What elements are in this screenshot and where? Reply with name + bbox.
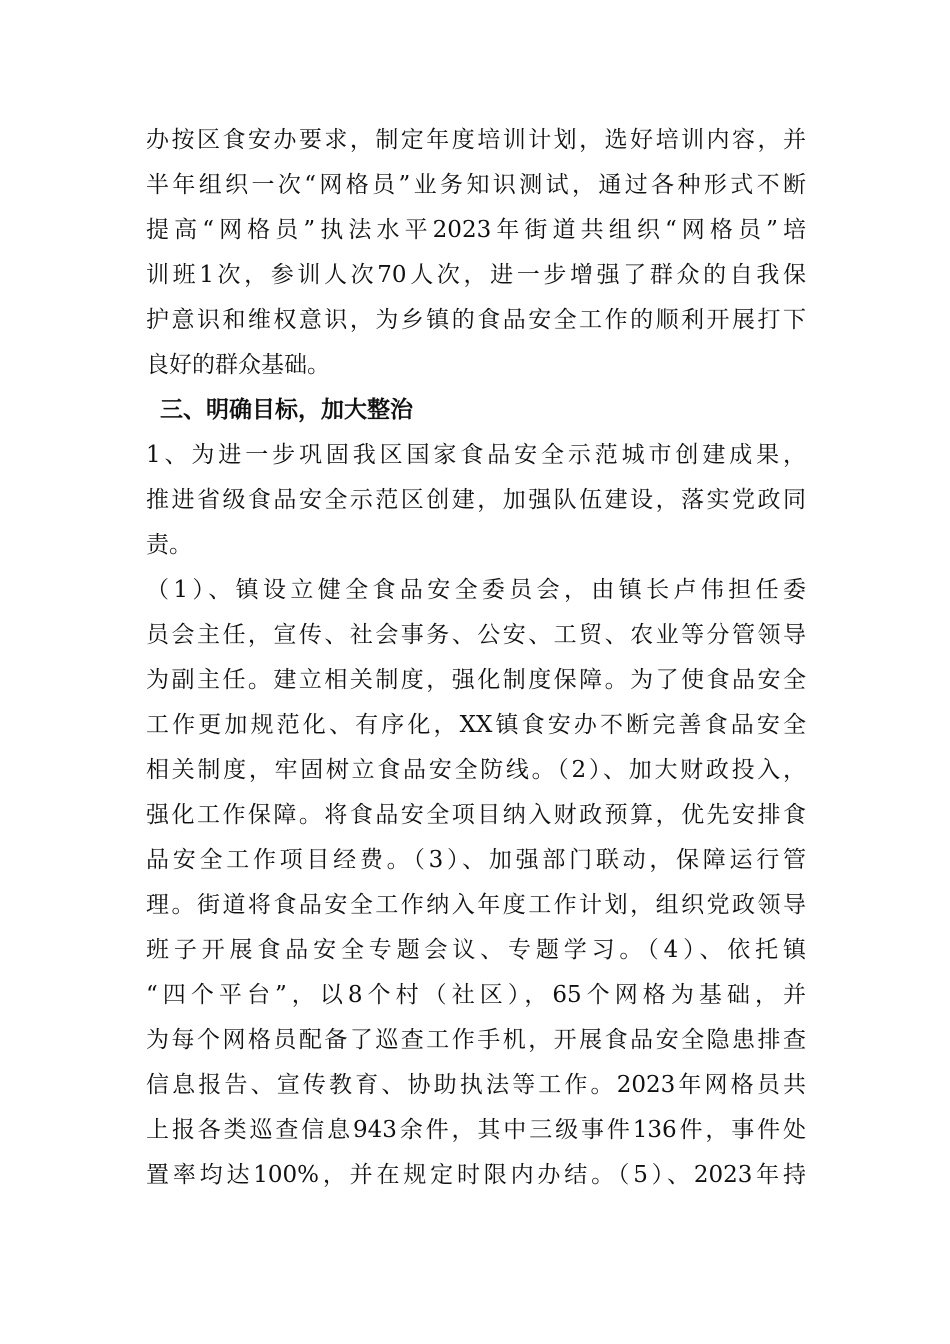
paragraph3-line: 班子开展食品安全专题会议、专题学习。（4）、依托镇: [146, 937, 806, 963]
paragraph3-line: 强化工作保障。将食品安全项目纳入财政预算，优先安排食: [146, 802, 806, 828]
section-heading: 三、明确目标，加大整治: [160, 397, 413, 423]
paragraph3-line: （1）、镇设立健全食品安全委员会，由镇长卢伟担任委: [146, 577, 806, 603]
paragraph3-line: 理。街道将食品安全工作纳入年度工作计划，组织党政领导: [146, 892, 806, 918]
paragraph3-line: 为每个网格员配备了巡查工作手机，开展食品安全隐患排查: [146, 1027, 806, 1053]
paragraph3-line: 相关制度，牢固树立食品安全防线。（2）、加大财政投入，: [146, 757, 806, 783]
paragraph2-line: 责。: [146, 532, 192, 558]
paragraph3-line: 置率均达100%，并在规定时限内办结。（5）、2023年持: [146, 1162, 806, 1188]
paragraph3-line: “四个平台”，以8个村（社区），65个网格为基础，并: [146, 982, 806, 1008]
paragraph1-line: 办按区食安办要求，制定年度培训计划，选好培训内容，并: [146, 127, 806, 153]
paragraph2-line: 推进省级食品安全示范区创建，加强队伍建设，落实党政同: [146, 487, 806, 513]
paragraph1-line: 半年组织一次“网格员”业务知识测试，通过各种形式不断: [146, 172, 806, 198]
paragraph3-line: 品安全工作项目经费。（3）、加强部门联动，保障运行管: [146, 847, 806, 873]
paragraph3-line: 信息报告、宣传教育、协助执法等工作。2023年网格员共: [146, 1072, 806, 1098]
paragraph1-line: 训班1次，参训人次70人次，进一步增强了群众的自我保: [146, 262, 806, 288]
paragraph1-line: 提高“网格员”执法水平2023年街道共组织“网格员”培: [146, 217, 806, 243]
paragraph2-line: 1、为进一步巩固我区国家食品安全示范城市创建成果，: [146, 442, 806, 468]
paragraph1-line: 护意识和维权意识，为乡镇的食品安全工作的顺利开展打下: [146, 307, 806, 333]
paragraph3-line: 员会主任，宣传、社会事务、公安、工贸、农业等分管领导: [146, 622, 806, 648]
paragraph3-line: 为副主任。建立相关制度，强化制度保障。为了使食品安全: [146, 667, 806, 693]
paragraph3-line: 工作更加规范化、有序化，XX镇食安办不断完善食品安全: [146, 712, 806, 738]
paragraph1-line: 良好的群众基础。: [146, 352, 330, 378]
paragraph3-line: 上报各类巡查信息943余件，其中三级事件136件，事件处: [146, 1117, 806, 1143]
